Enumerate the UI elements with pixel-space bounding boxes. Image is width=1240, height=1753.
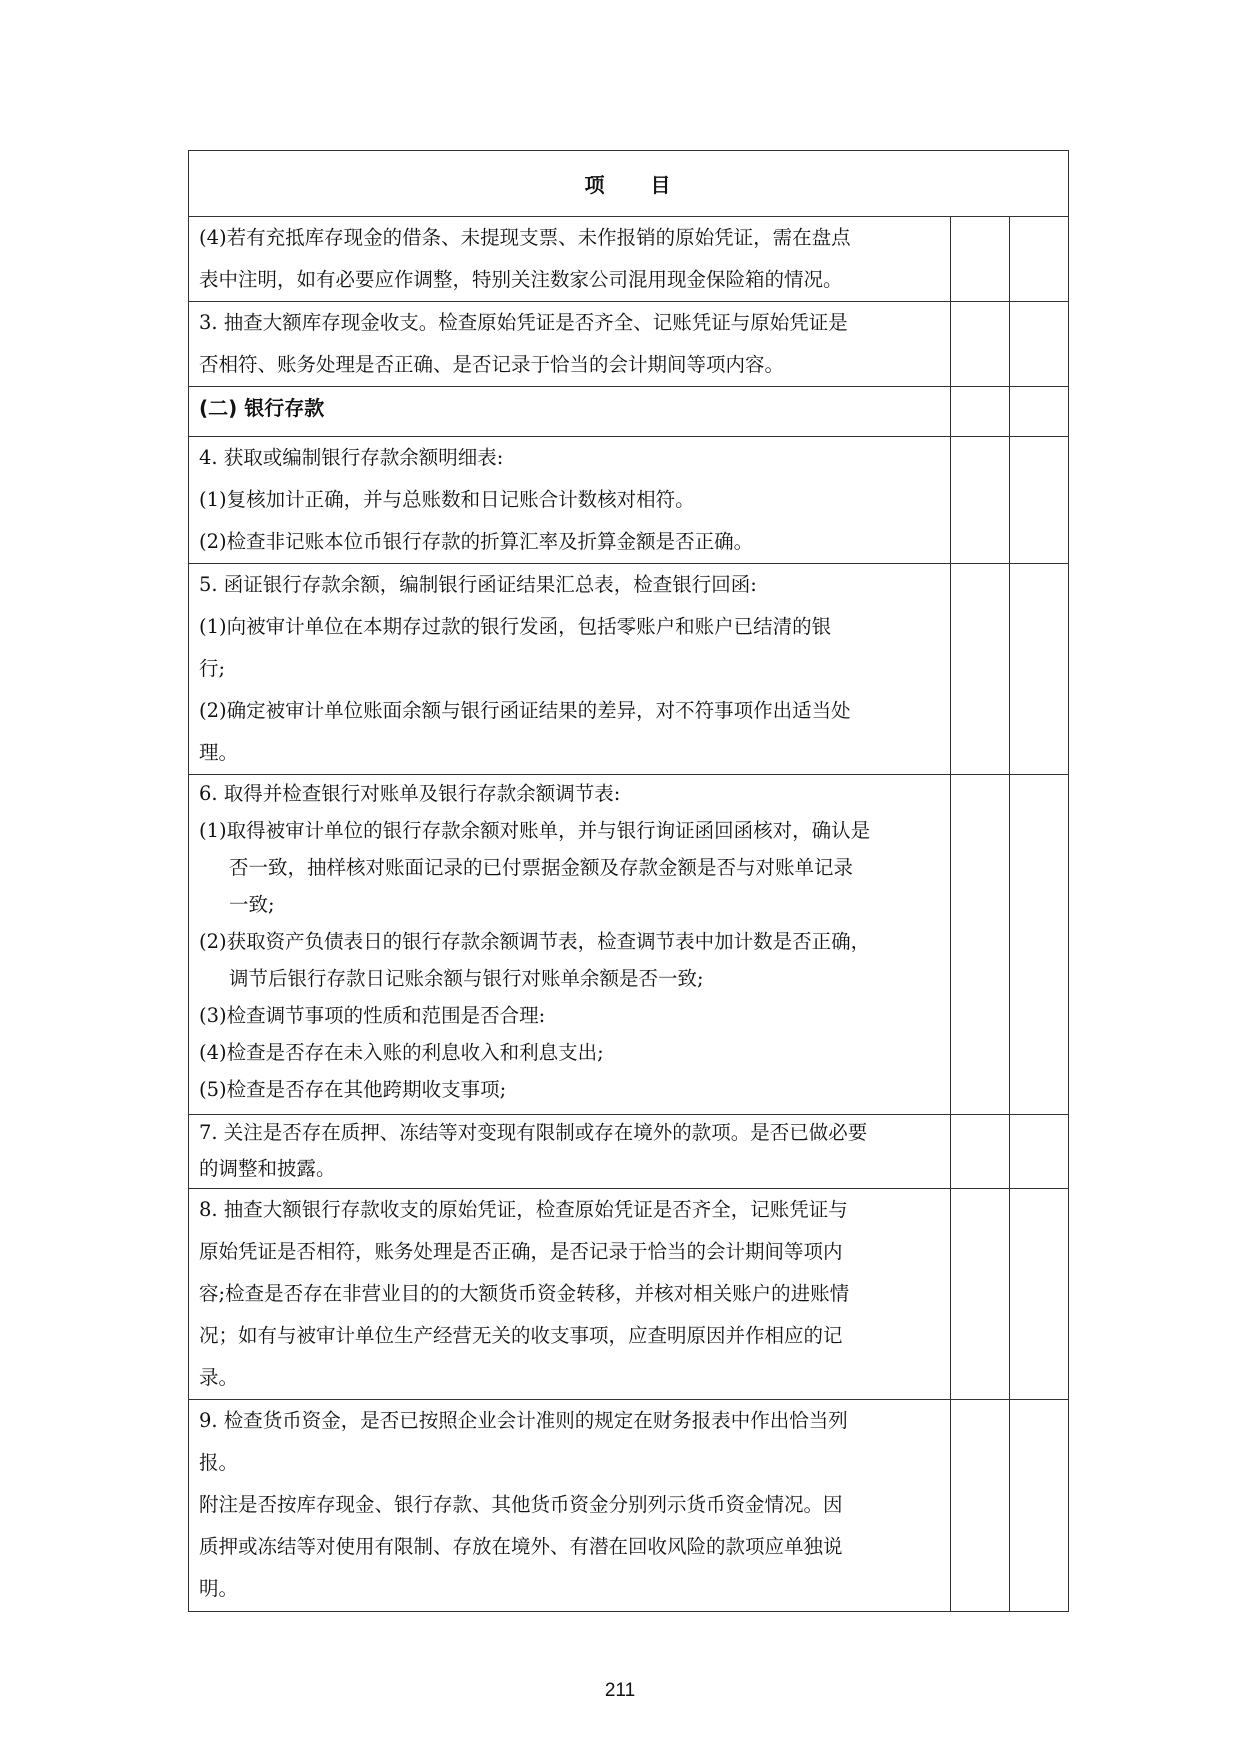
table-row (189, 387, 1069, 437)
item-text: 6. 取得并检查银行对账单及银行存款余额调节表: (199, 782, 621, 805)
item-text: 行; (199, 657, 226, 680)
item-cell (189, 437, 951, 564)
item-text: 理。 (199, 741, 239, 764)
table-row (189, 437, 1069, 564)
item-text: 9. 检查货币资金，是否已按照企业会计准则的规定在财务报表中作出恰当列 (199, 1409, 848, 1432)
table-row (189, 1189, 1069, 1400)
item-text: 4. 获取或编制银行存款余额明细表: (199, 446, 504, 469)
check-cell-a[interactable] (951, 437, 1010, 564)
item-cell (189, 217, 951, 302)
item-cell (189, 1115, 951, 1189)
section-heading: (二) 银行存款 (199, 396, 325, 420)
item-text: 8. 抽查大额银行存款收支的原始凭证，检查原始凭证是否齐全，记账凭证与 (199, 1198, 848, 1221)
item-text: 否相符、账务处理是否正确、是否记录于恰当的会计期间等项内容。 (199, 353, 785, 376)
header-label: 项 目 (584, 173, 673, 197)
page-number: 211 (604, 1680, 636, 1701)
item-text: 录。 (199, 1366, 239, 1389)
item-text: (2)检查非记账本位币银行存款的折算汇率及折算金额是否正确。 (199, 530, 754, 553)
item-text: 3. 抽查大额库存现金收支。检查原始凭证是否齐全、记账凭证与原始凭证是 (199, 311, 848, 334)
item-text: 明。 (199, 1577, 239, 1600)
check-cell-b[interactable] (1010, 302, 1069, 387)
table-header-row (189, 151, 1069, 217)
check-cell-b[interactable] (1010, 1189, 1069, 1400)
check-cell-a[interactable] (951, 1400, 1010, 1612)
table-header (189, 151, 1069, 217)
table-row (189, 302, 1069, 387)
item-text: 表中注明，如有必要应作调整，特别关注数家公司混用现金保险箱的情况。 (199, 268, 843, 291)
audit-procedure-table (188, 150, 1069, 1612)
item-text: 5. 函证银行存款余额，编制银行函证结果汇总表，检查银行回函: (199, 573, 757, 596)
item-cell (189, 775, 951, 1115)
check-cell-b[interactable] (1010, 775, 1069, 1115)
table-row (189, 1115, 1069, 1189)
check-cell-a[interactable] (951, 1115, 1010, 1189)
item-text: 的调整和披露。 (199, 1157, 336, 1180)
table-row (189, 775, 1069, 1115)
check-cell-b[interactable] (1010, 1115, 1069, 1189)
item-text: 质押或冻结等对使用有限制、存放在境外、有潜在回收风险的款项应单独说 (199, 1535, 843, 1558)
check-cell-a[interactable] (951, 387, 1010, 437)
item-text: (1)取得被审计单位的银行存款余额对账单，并与银行询证函回函核对，确认是 (199, 819, 871, 842)
item-text: 否一致，抽样核对账面记录的已付票据金额及存款金额是否与对账单记录 (229, 856, 854, 879)
item-text: 原始凭证是否相符，账务处理是否正确，是否记录于恰当的会计期间等项内 (199, 1240, 843, 1263)
check-cell-a[interactable] (951, 564, 1010, 775)
check-cell-a[interactable] (951, 217, 1010, 302)
item-text: 容;检查是否存在非营业目的的大额货币资金转移，并核对相关账户的进账情 (199, 1282, 850, 1305)
item-text: 一致; (229, 893, 275, 916)
item-text: (2)获取资产负债表日的银行存款余额调节表，检查调节表中加计数是否正确， (199, 930, 871, 953)
item-text: 附注是否按库存现金、银行存款、其他货币资金分别列示货币资金情况。因 (199, 1493, 843, 1516)
item-text: (1)向被审计单位在本期存过款的银行发函，包括零账户和账户已结清的银 (199, 615, 832, 638)
item-text: 调节后银行存款日记账余额与银行对账单余额是否一致; (229, 967, 704, 990)
item-text: (4)检查是否存在未入账的利息收入和利息支出; (199, 1041, 604, 1064)
item-cell (189, 302, 951, 387)
check-cell-a[interactable] (951, 1189, 1010, 1400)
item-text: 况；如有与被审计单位生产经营无关的收支事项，应查明原因并作相应的记 (199, 1324, 843, 1347)
check-cell-b[interactable] (1010, 1400, 1069, 1612)
item-text: 7. 关注是否存在质押、冻结等对变现有限制或存在境外的款项。是否已做必要 (199, 1121, 868, 1144)
table-row (189, 1400, 1069, 1612)
item-cell (189, 564, 951, 775)
item-text: 报。 (199, 1451, 239, 1474)
table-row (189, 217, 1069, 302)
item-text: (1)复核加计正确，并与总账数和日记账合计数核对相符。 (199, 488, 695, 511)
check-cell-b[interactable] (1010, 564, 1069, 775)
check-cell-b[interactable] (1010, 217, 1069, 302)
section-heading-cell (189, 387, 951, 437)
item-text: (5)检查是否存在其他跨期收支事项; (199, 1078, 507, 1101)
table-row (189, 564, 1069, 775)
check-cell-a[interactable] (951, 775, 1010, 1115)
check-cell-a[interactable] (951, 302, 1010, 387)
item-cell (189, 1189, 951, 1400)
item-text: (3)检查调节事项的性质和范围是否合理: (199, 1004, 546, 1027)
check-cell-b[interactable] (1010, 387, 1069, 437)
item-text: (2)确定被审计单位账面余额与银行函证结果的差异，对不符事项作出适当处 (199, 699, 851, 722)
item-text: (4)若有充抵库存现金的借条、未提现支票、未作报销的原始凭证，需在盘点 (199, 226, 851, 249)
item-cell (189, 1400, 951, 1612)
check-cell-b[interactable] (1010, 437, 1069, 564)
